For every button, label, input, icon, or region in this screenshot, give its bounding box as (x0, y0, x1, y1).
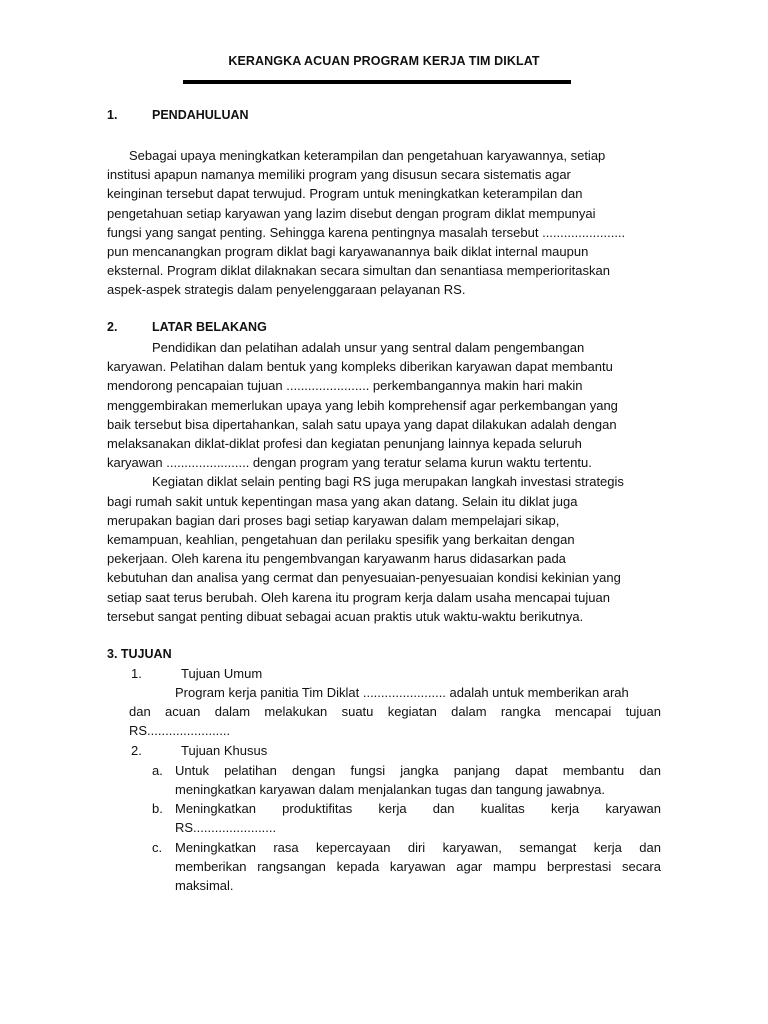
section2-line: pekerjaan. Oleh karena itu pengembvangan karyawanm harus didasarkan pada (107, 551, 566, 567)
section3-item1-line: RS....................... (129, 723, 231, 739)
section3-item1-number: 1. (131, 666, 142, 681)
section2-line: bagi rumah sakit untuk kepentingan masa yang akan datang. Selain itu diklat juga (107, 493, 578, 509)
section1-heading: PENDAHULUAN (152, 108, 249, 122)
section3-point-a-line: meningkatkan karyawan dalam menjalankan tugas dan tangung jawabnya. (175, 782, 606, 798)
section3-point-b-letter: b. (152, 801, 163, 816)
section2-line: merupakan bagian dari proses bagi setiap karyawan dalam mempelajari sikap, (107, 512, 560, 528)
section2-line: melaksanakan diklat-diklat profesi dan kegiatan penunjang lainnya kepada seluruh (107, 436, 582, 452)
section3-point-b-text (175, 799, 661, 837)
section2-heading: LATAR BELAKANG (152, 320, 267, 334)
section3-point-b-line: Meningkatkan produktifitas kerja dan kualitas kerja karyawan (175, 801, 661, 816)
section2-line: Pendidikan dan pelatihan adalah unsur yang sentral dalam pengembangan (152, 340, 585, 355)
section2-line: karyawan ....................... dengan program yang teratur selama kurun waktu tertentu. (107, 455, 592, 471)
section3-heading: 3. TUJUAN (107, 647, 172, 661)
section3-item1-line: Program kerja panitia Tim Diklat ....................... adalah untuk memberikan arah (175, 685, 629, 700)
section3-item1-line: dan acuan dalam melakukan suatu kegiatan dalam rangka mencapai tujuan (129, 704, 661, 720)
section3-point-c-line: Meningkatkan rasa kepercayaan diri karyawan, semangat kerja dan (175, 840, 661, 855)
section3-item2-number: 2. (131, 743, 142, 758)
section3-point-c-line: memberikan rangsangan kepada karyawan agar mampu berprestasi secara (175, 859, 661, 875)
section3-point-c-letter: c. (152, 840, 163, 855)
section3-point-a-line: Untuk pelatihan dengan fungsi jangka panjang dapat membantu dan (175, 763, 661, 778)
section3-point-c-line: maksimal. (175, 878, 234, 894)
section2-line: menggembirakan memerlukan upaya yang lebih komprehensif agar perkembangan yang (107, 397, 618, 413)
section1-line: institusi apapun namanya memiliki program yang disusun secara sistematis agar (107, 167, 571, 183)
title-underline (183, 80, 571, 84)
section2-paragraph (107, 338, 662, 626)
section1-line: pengetahuan setiap karyawan yang lazim disebut dengan program diklat mempunyai (107, 205, 596, 221)
section2-line: karyawan. Pelatihan dalam bentuk yang kompleks diberikan karyawan dapat membantu (107, 359, 613, 375)
section1-number: 1. (107, 108, 118, 122)
section2-line: kemampuan, keahlian, pengetahuan dan perilaku spesifik yang berkaitan dengan (107, 532, 575, 548)
section2-line: mendorong pencapaian tujuan ....................... perkembangannya makin hari makin (107, 378, 583, 394)
section3-point-a-text (175, 761, 661, 799)
section2-line: setiap saat terus berubah. Oleh karena itu program kerja dalam usaha mencapai tujuan (107, 589, 610, 605)
section1-line: pun mencanangkan program diklat bagi karyawanannya baik diklat internal maupun (107, 244, 589, 260)
section3-point-a-letter: a. (152, 763, 163, 778)
section1-line: fungsi yang sangat penting. Sehingga karena pentingnya masalah tersebut ....................... (107, 224, 626, 240)
section3-item1-label: Tujuan Umum (181, 666, 263, 681)
section2-line: baik tersebut bisa dipertahankan, salah satu upaya yang dapat dilakukan adalah dengan (107, 416, 617, 432)
document-title: KERANGKA ACUAN PROGRAM KERJA TIM DIKLAT (228, 54, 540, 68)
section3-item2-label: Tujuan Khusus (181, 743, 268, 758)
section1-line: aspek-aspek strategis dalam penyelenggaraan pelayanan RS. (107, 282, 466, 298)
section2-line: tersebut sangat penting dibuat sebagai acuan praktis utuk waktu-waktu berikutnya. (107, 608, 584, 624)
section2-line: Kegiatan diklat selain penting bagi RS juga merupakan langkah investasi strategis (152, 474, 624, 490)
section1-line: Sebagai upaya meningkatkan keterampilan dan pengetahuan karyawannya, setiap (129, 148, 606, 163)
section3-point-c-text (175, 838, 661, 896)
section3-item1-paragraph (129, 683, 661, 741)
section1-line: keinginan tersebut dapat terwujud. Program untuk meningkatkan keterampilan dan (107, 186, 583, 202)
section1-line: eksternal. Program diklat dilaknakan secara simultan dan senantiasa memperioritaskan (107, 263, 610, 279)
section2-number: 2. (107, 320, 118, 334)
section1-paragraph (107, 146, 662, 300)
section3-point-b-line: RS....................... (175, 820, 277, 836)
section2-line: kebutuhan dan analisa yang cermat dan penyesuaian-penyesuaian kondisi kekinian yang (107, 570, 621, 586)
